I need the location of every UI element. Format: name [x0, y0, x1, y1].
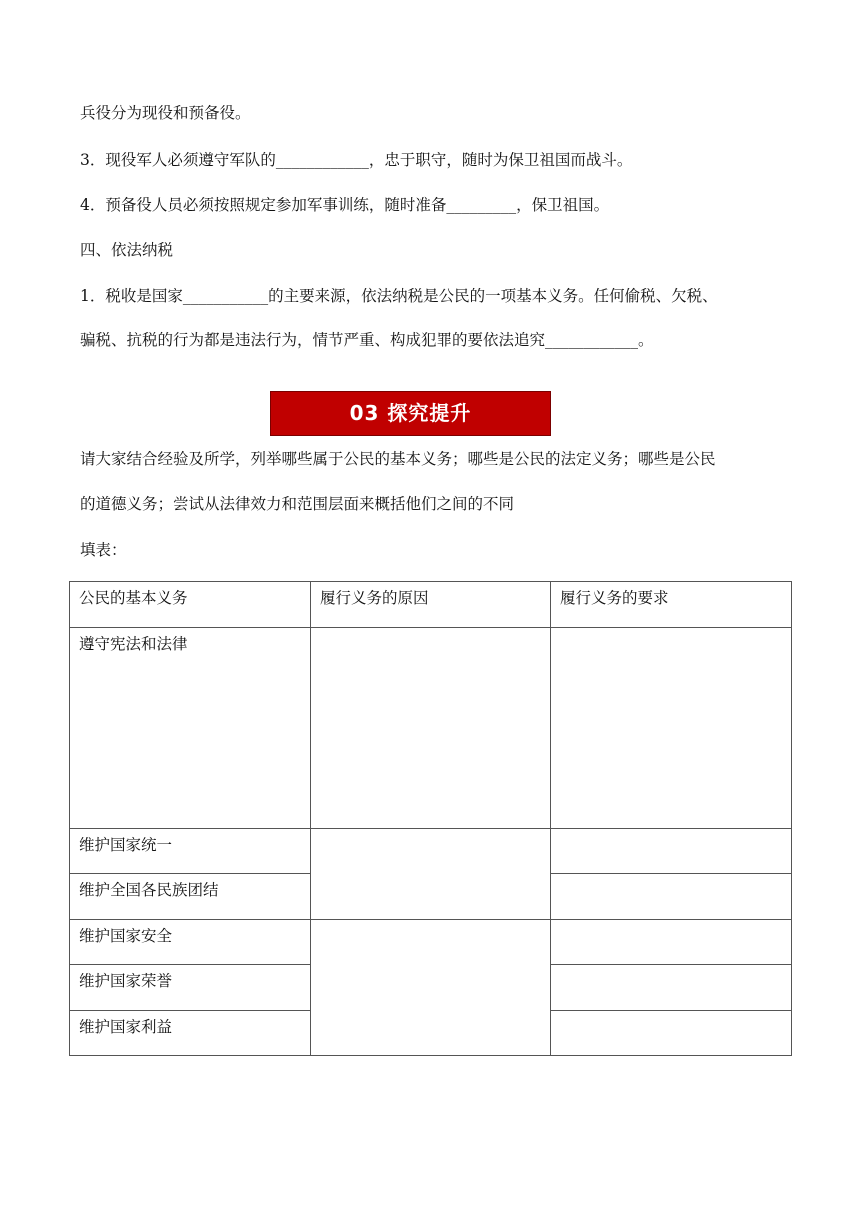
- header-cell-reason: 履行义务的原因: [311, 582, 551, 628]
- section-banner: 03 探究提升: [270, 391, 551, 436]
- paragraph-tax-line-2: 骗税、抗税的行为都是违法行为，情节严重、构成犯罪的要依法追究____________。: [80, 331, 654, 349]
- duty-cell: 维护国家利益: [70, 1011, 311, 1056]
- reason-cell[interactable]: [311, 628, 551, 829]
- header-cell-duty: 公民的基本义务: [70, 582, 311, 628]
- prompt-line-1: 请大家结合经验及所学，列举哪些属于公民的基本义务；哪些是公民的法定义务；哪些是公民: [80, 450, 716, 468]
- paragraph-item-3: 3．现役军人必须遵守军队的____________，忠于职守，随时为保卫祖国而战斗。: [80, 151, 633, 169]
- requirement-cell[interactable]: [551, 1011, 792, 1056]
- requirement-cell[interactable]: [551, 874, 792, 920]
- duty-cell: 遵守宪法和法律: [70, 628, 311, 829]
- prompt-line-2: 的道德义务；尝试从法律效力和范围层面来概括他们之间的不同: [80, 495, 515, 513]
- table-row: [70, 829, 792, 874]
- requirement-cell[interactable]: [551, 965, 792, 1011]
- reason-cell[interactable]: [311, 920, 551, 1056]
- duty-cell: 维护国家安全: [70, 920, 311, 965]
- header-cell-requirement: 履行义务的要求: [551, 582, 792, 628]
- table-row: [70, 920, 792, 965]
- requirement-cell[interactable]: [551, 829, 792, 874]
- table-header-row: [70, 582, 792, 628]
- duty-cell: 维护全国各民族团结: [70, 874, 311, 920]
- section-heading-tax: 四、依法纳税: [80, 241, 174, 259]
- reason-cell[interactable]: [311, 829, 551, 920]
- requirement-cell[interactable]: [551, 920, 792, 965]
- paragraph-tax-line-1: 1．税收是国家___________的主要来源，依法纳税是公民的一项基本义务。任何偷税、欠税、: [80, 287, 718, 305]
- duty-cell: 维护国家荣誉: [70, 965, 311, 1011]
- duty-table: [69, 581, 792, 1056]
- duty-cell: 维护国家统一: [70, 829, 311, 874]
- table-row: [70, 628, 792, 829]
- requirement-cell[interactable]: [551, 628, 792, 829]
- paragraph-military-service: 兵役分为现役和预备役。: [80, 104, 251, 122]
- prompt-line-3: 填表：: [80, 541, 127, 559]
- paragraph-item-4: 4．预备役人员必须按照规定参加军事训练，随时准备_________，保卫祖国。: [80, 196, 610, 214]
